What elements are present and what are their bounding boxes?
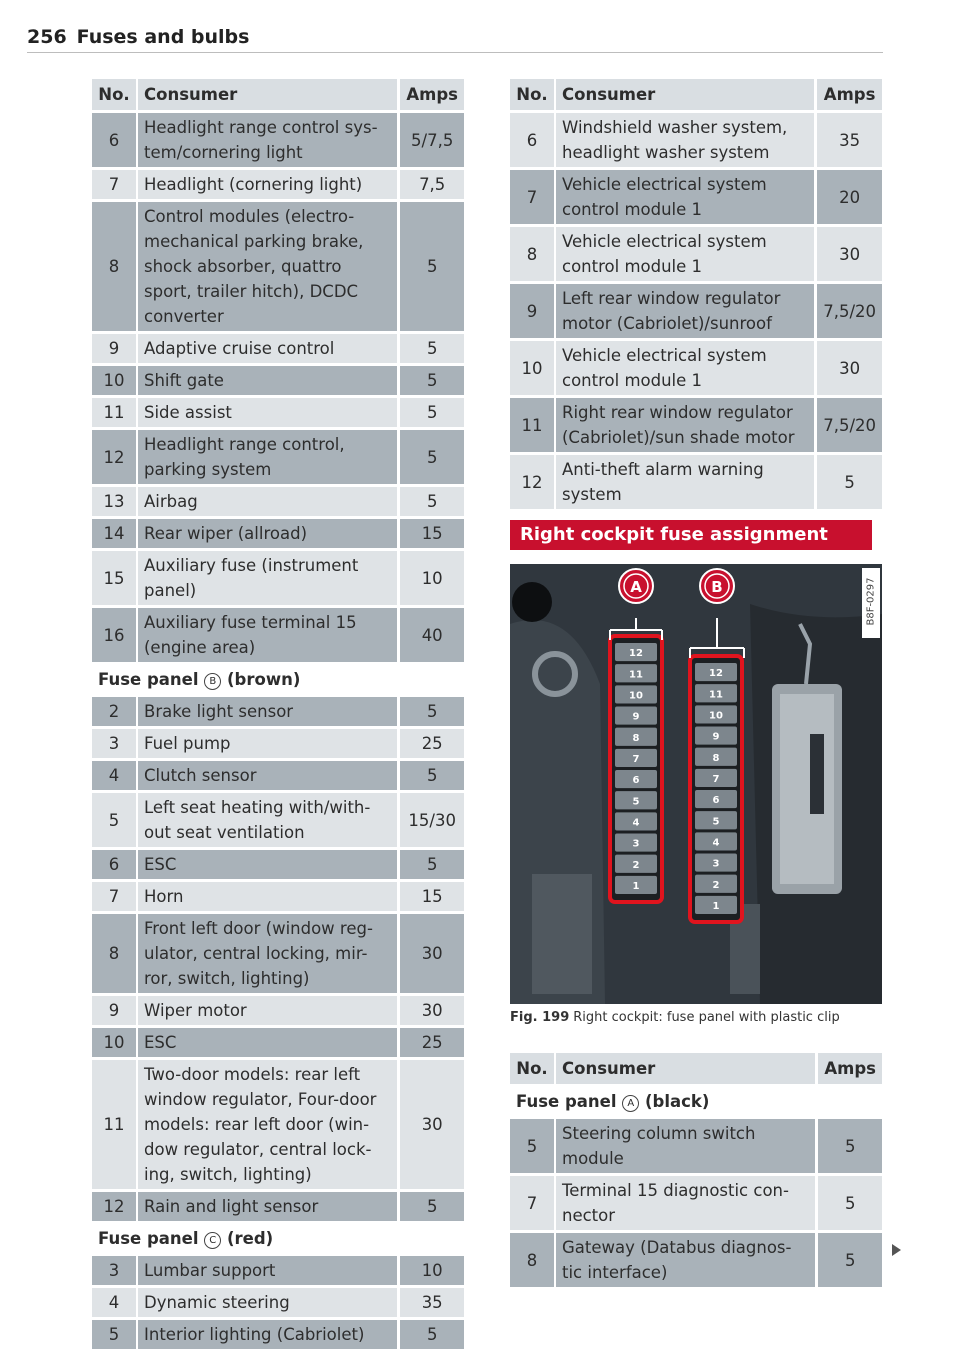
table-row [92, 551, 464, 605]
fuse-number: 7 [510, 1176, 554, 1230]
fuse-consumer: Vehicle electrical system control module 1 [554, 341, 814, 395]
fuse-number: 7 [92, 882, 136, 911]
fuse-number: 6 [510, 113, 554, 167]
fuse-slot-label: 7 [712, 773, 720, 785]
fuse-slot-label: 6 [712, 795, 720, 807]
fuse-slot-label: 7 [632, 753, 640, 765]
fuse-amps: 5 [397, 366, 464, 395]
circled-letter-b-icon: B [204, 673, 221, 690]
fuse-number: 8 [92, 202, 136, 331]
fuse-amps: 5 [397, 334, 464, 363]
table-row [92, 202, 464, 331]
fuse-number: 7 [510, 170, 554, 224]
fuse-slot-label: 2 [632, 859, 640, 871]
fuse-number: 14 [92, 519, 136, 548]
fuse-consumer: Headlight (cornering light) [136, 170, 397, 199]
fuse-number: 7 [92, 170, 136, 199]
fuse-consumer: ESC [136, 850, 397, 879]
table-row [92, 882, 464, 911]
table-row [510, 1176, 882, 1230]
circled-letter-c-icon: C [204, 1232, 221, 1249]
table-row [92, 608, 464, 662]
table-row [92, 729, 464, 758]
fuse-amps: 15/30 [397, 793, 464, 847]
fuse-number: 5 [92, 1320, 136, 1349]
table-row [92, 914, 464, 993]
fuse-number: 3 [92, 1256, 136, 1285]
fuse-amps: 7,5/20 [814, 398, 882, 452]
table-row [92, 430, 464, 484]
page-number: 256 [27, 26, 67, 48]
fuse-amps: 10 [397, 1256, 464, 1285]
table-row [92, 1028, 464, 1057]
page-title: Fuses and bulbs [76, 26, 250, 48]
fuse-consumer: Shift gate [136, 366, 397, 395]
continued-arrow-icon [892, 1244, 901, 1256]
table-row [510, 1233, 882, 1287]
fuse-number: 8 [510, 1233, 554, 1287]
right-fuse-table [510, 76, 882, 512]
figure-caption-text: Right cockpit: fuse panel with plastic clip [573, 1010, 840, 1025]
fuse-slot-label: 3 [632, 838, 640, 850]
fuse-consumer: Left rear window regulator motor (Cabriolet)/sunroof [554, 284, 814, 338]
fuse-number: 6 [92, 113, 136, 167]
fuse-amps: 5 [397, 487, 464, 516]
fuse-amps: 5 [397, 398, 464, 427]
column-header-consumer: Consumer [554, 1053, 815, 1084]
panel-suffix: (red) [227, 1229, 274, 1248]
fuse-amps: 35 [397, 1288, 464, 1317]
fuse-consumer: Auxiliary fuse terminal 15 (engine area) [136, 608, 397, 662]
fuse-consumer: Rear wiper (allroad) [136, 519, 397, 548]
right-table-rows [510, 113, 882, 509]
fuse-consumer: Right rear window regulator (Cabriolet)/sun shade motor [554, 398, 814, 452]
fuse-amps: 40 [397, 608, 464, 662]
right-fuse-table-panel-a [510, 1050, 882, 1290]
figure-caption [510, 1010, 840, 1025]
table-header-row [92, 79, 464, 110]
fuse-number: 11 [92, 398, 136, 427]
fuse-slot-label: 9 [632, 711, 640, 723]
fuse-consumer: Left seat heating with/with-out seat ventilation [136, 793, 397, 847]
fuse-amps: 5 [397, 850, 464, 879]
table-row [92, 793, 464, 847]
column-header-no: No. [510, 1053, 554, 1084]
table-row [92, 170, 464, 199]
fuse-consumer: Brake light sensor [136, 697, 397, 726]
table-row [92, 697, 464, 726]
header-divider [27, 52, 883, 53]
fuse-number: 9 [92, 334, 136, 363]
label-b-icon [700, 569, 734, 603]
table-row [92, 519, 464, 548]
fuse-slot-label: 4 [632, 817, 640, 829]
fuse-slot-label: 1 [632, 880, 640, 892]
figure-code-box [862, 568, 880, 638]
fuse-amps: 5 [397, 1320, 464, 1349]
fuse-slot-label: 9 [712, 731, 720, 743]
fuse-consumer: ESC [136, 1028, 397, 1057]
fuse-number: 8 [510, 227, 554, 281]
table-row [92, 996, 464, 1025]
circled-letter-a-icon: A [622, 1095, 639, 1112]
fuse-amps: 5 [814, 455, 882, 509]
table-row [92, 761, 464, 790]
fuse-amps: 30 [814, 341, 882, 395]
fuse-consumer: Terminal 15 diagnostic con-nector [554, 1176, 815, 1230]
fuse-consumer: Lumbar support [136, 1256, 397, 1285]
figure-code: B8F-0297 [865, 577, 877, 626]
column-header-no: No. [510, 79, 554, 110]
fuse-number: 12 [92, 430, 136, 484]
fuse-number: 13 [92, 487, 136, 516]
column-header-amps: Amps [814, 79, 882, 110]
fuse-slot-label: 10 [709, 710, 723, 722]
label-a-icon [619, 569, 653, 603]
fuse-amps: 7,5 [397, 170, 464, 199]
fuse-amps: 15 [397, 882, 464, 911]
fuse-number: 10 [510, 341, 554, 395]
table-header-row [510, 79, 882, 110]
fuse-number: 16 [92, 608, 136, 662]
fuse-slot-label: 4 [712, 837, 720, 849]
fuse-consumer: Side assist [136, 398, 397, 427]
fuse-consumer: Windshield washer system, headlight washer system [554, 113, 814, 167]
fuse-amps: 5 [815, 1119, 882, 1173]
fuse-slot-label: 8 [632, 732, 640, 744]
fuse-consumer: Fuel pump [136, 729, 397, 758]
fuse-consumer: Control modules (electro-mechanical parking brake, shock absorber, quattro sport, trailer hitch), DCDC converter [136, 202, 397, 331]
fuse-amps: 5 [397, 697, 464, 726]
fuse-panel-c-label [92, 1224, 464, 1253]
table-row [510, 227, 882, 281]
panel-prefix: Fuse panel [98, 1229, 199, 1248]
fuse-slot-label: 10 [629, 690, 643, 702]
fuse-number: 11 [92, 1060, 136, 1189]
table-row [92, 1320, 464, 1349]
fuse-panel-b [690, 656, 742, 922]
fuse-slot-label: 3 [712, 858, 720, 870]
fuse-number: 9 [510, 284, 554, 338]
fuse-panel-c-heading [92, 1224, 464, 1253]
fuse-amps: 5/7,5 [397, 113, 464, 167]
fuse-slot-label: 12 [629, 648, 643, 660]
fuse-slot-label: 8 [712, 752, 720, 764]
fuse-consumer: Front left door (window reg-ulator, central locking, mir-ror, switch, lighting) [136, 914, 397, 993]
fuse-slot-label: 11 [709, 689, 723, 701]
fuse-amps: 5 [397, 761, 464, 790]
fuse-amps: 30 [814, 227, 882, 281]
fuse-consumer: Horn [136, 882, 397, 911]
fuse-panel-a-label [510, 1087, 882, 1116]
fuse-number: 3 [92, 729, 136, 758]
fuse-consumer: Clutch sensor [136, 761, 397, 790]
table-row [92, 1192, 464, 1221]
fuse-amps: 10 [397, 551, 464, 605]
fuse-amps: 35 [814, 113, 882, 167]
panel-suffix: (brown) [227, 670, 301, 689]
fuse-slot-label: 11 [629, 669, 643, 681]
fuse-consumer: Adaptive cruise control [136, 334, 397, 363]
table-row [92, 366, 464, 395]
fuse-number: 5 [510, 1119, 554, 1173]
fuse-amps: 20 [814, 170, 882, 224]
fuse-consumer: Rain and light sensor [136, 1192, 397, 1221]
fuse-slot-label: 5 [712, 816, 720, 828]
table-row [92, 398, 464, 427]
fuse-consumer: Steering column switch module [554, 1119, 815, 1173]
fuse-amps: 5 [815, 1176, 882, 1230]
panel-prefix: Fuse panel [98, 670, 199, 689]
fuse-slot-label: 1 [712, 900, 720, 912]
column-header-amps: Amps [397, 79, 464, 110]
panel-suffix: (black) [645, 1092, 710, 1111]
table-row [92, 487, 464, 516]
fuse-number: 10 [92, 366, 136, 395]
fuse-panel-a [610, 636, 662, 902]
table-row [510, 284, 882, 338]
table-row [92, 113, 464, 167]
table-header-row [510, 1053, 882, 1084]
fuse-consumer: Interior lighting (Cabriolet) [136, 1320, 397, 1349]
table-row [92, 1060, 464, 1189]
fuse-amps: 5 [815, 1233, 882, 1287]
fuse-consumer: Gateway (Databus diagnos-tic interface) [554, 1233, 815, 1287]
fuse-consumer: Vehicle electrical system control module 1 [554, 227, 814, 281]
fuse-consumer: Two-door models: rear left window regulator, Four-door models: rear left door (win-dow regulator, central lock-ing, switch, lighting) [136, 1060, 397, 1189]
fuse-number: 11 [510, 398, 554, 452]
fuse-number: 8 [92, 914, 136, 993]
fuse-consumer: Airbag [136, 487, 397, 516]
fuse-slot-label: 5 [632, 796, 640, 808]
table-row [510, 455, 882, 509]
left-table-rows-a [92, 113, 464, 662]
fuse-amps: 25 [397, 1028, 464, 1057]
fuse-amps: 5 [397, 430, 464, 484]
fuse-panel-b-heading [92, 665, 464, 694]
table-row [92, 1288, 464, 1317]
fuse-consumer: Auxiliary fuse (instrument panel) [136, 551, 397, 605]
fuse-number: 12 [510, 455, 554, 509]
fuse-number: 2 [92, 697, 136, 726]
fuse-consumer: Headlight range control, parking system [136, 430, 397, 484]
fuse-consumer: Wiper motor [136, 996, 397, 1025]
fuse-consumer: Dynamic steering [136, 1288, 397, 1317]
fuse-amps: 30 [397, 996, 464, 1025]
fuse-number: 5 [92, 793, 136, 847]
table-row [92, 1256, 464, 1285]
fuse-slot-label: 6 [632, 775, 640, 787]
figure-number: Fig. 199 [510, 1010, 570, 1025]
fuse-amps: 25 [397, 729, 464, 758]
fuse-number: 15 [92, 551, 136, 605]
fuse-amps: 5 [397, 1192, 464, 1221]
column-header-no: No. [92, 79, 136, 110]
table-row [510, 113, 882, 167]
column-header-consumer: Consumer [136, 79, 397, 110]
fuse-amps: 7,5/20 [814, 284, 882, 338]
left-fuse-table [92, 76, 464, 1352]
left-table-rows-c [92, 1256, 464, 1349]
right-table-panel-a-rows [510, 1119, 882, 1287]
fuse-number: 4 [92, 761, 136, 790]
fuse-consumer: Anti-theft alarm warning system [554, 455, 814, 509]
fuse-number: 4 [92, 1288, 136, 1317]
column-header-amps: Amps [815, 1053, 882, 1084]
fuse-amps: 5 [397, 202, 464, 331]
fuse-amps: 30 [397, 1060, 464, 1189]
fuse-panel-illustration [510, 564, 882, 1004]
table-row [510, 170, 882, 224]
left-table-rows-b [92, 697, 464, 1221]
page-header [27, 26, 249, 48]
fuse-consumer: Vehicle electrical system control module 1 [554, 170, 814, 224]
fuse-number: 9 [92, 996, 136, 1025]
figure-label-b: B [711, 578, 723, 596]
fuse-amps: 15 [397, 519, 464, 548]
table-row [510, 398, 882, 452]
fuse-slot-label: 2 [712, 879, 720, 891]
fuse-consumer: Headlight range control sys-tem/cornering light [136, 113, 397, 167]
table-row [510, 1119, 882, 1173]
table-row [510, 341, 882, 395]
fuse-panel-figure [510, 564, 882, 1004]
fuse-amps: 30 [397, 914, 464, 993]
fuse-number: 12 [92, 1192, 136, 1221]
section-title: Right cockpit fuse assignment [510, 520, 872, 550]
fuse-number: 6 [92, 850, 136, 879]
fuse-number: 10 [92, 1028, 136, 1057]
fuse-panel-a-heading [510, 1087, 882, 1116]
panel-prefix: Fuse panel [516, 1092, 617, 1111]
fuse-slot-label: 12 [709, 668, 723, 680]
table-row [92, 850, 464, 879]
column-header-consumer: Consumer [554, 79, 814, 110]
table-row [92, 334, 464, 363]
figure-label-a: A [630, 578, 642, 596]
fuse-panel-b-label [92, 665, 464, 694]
